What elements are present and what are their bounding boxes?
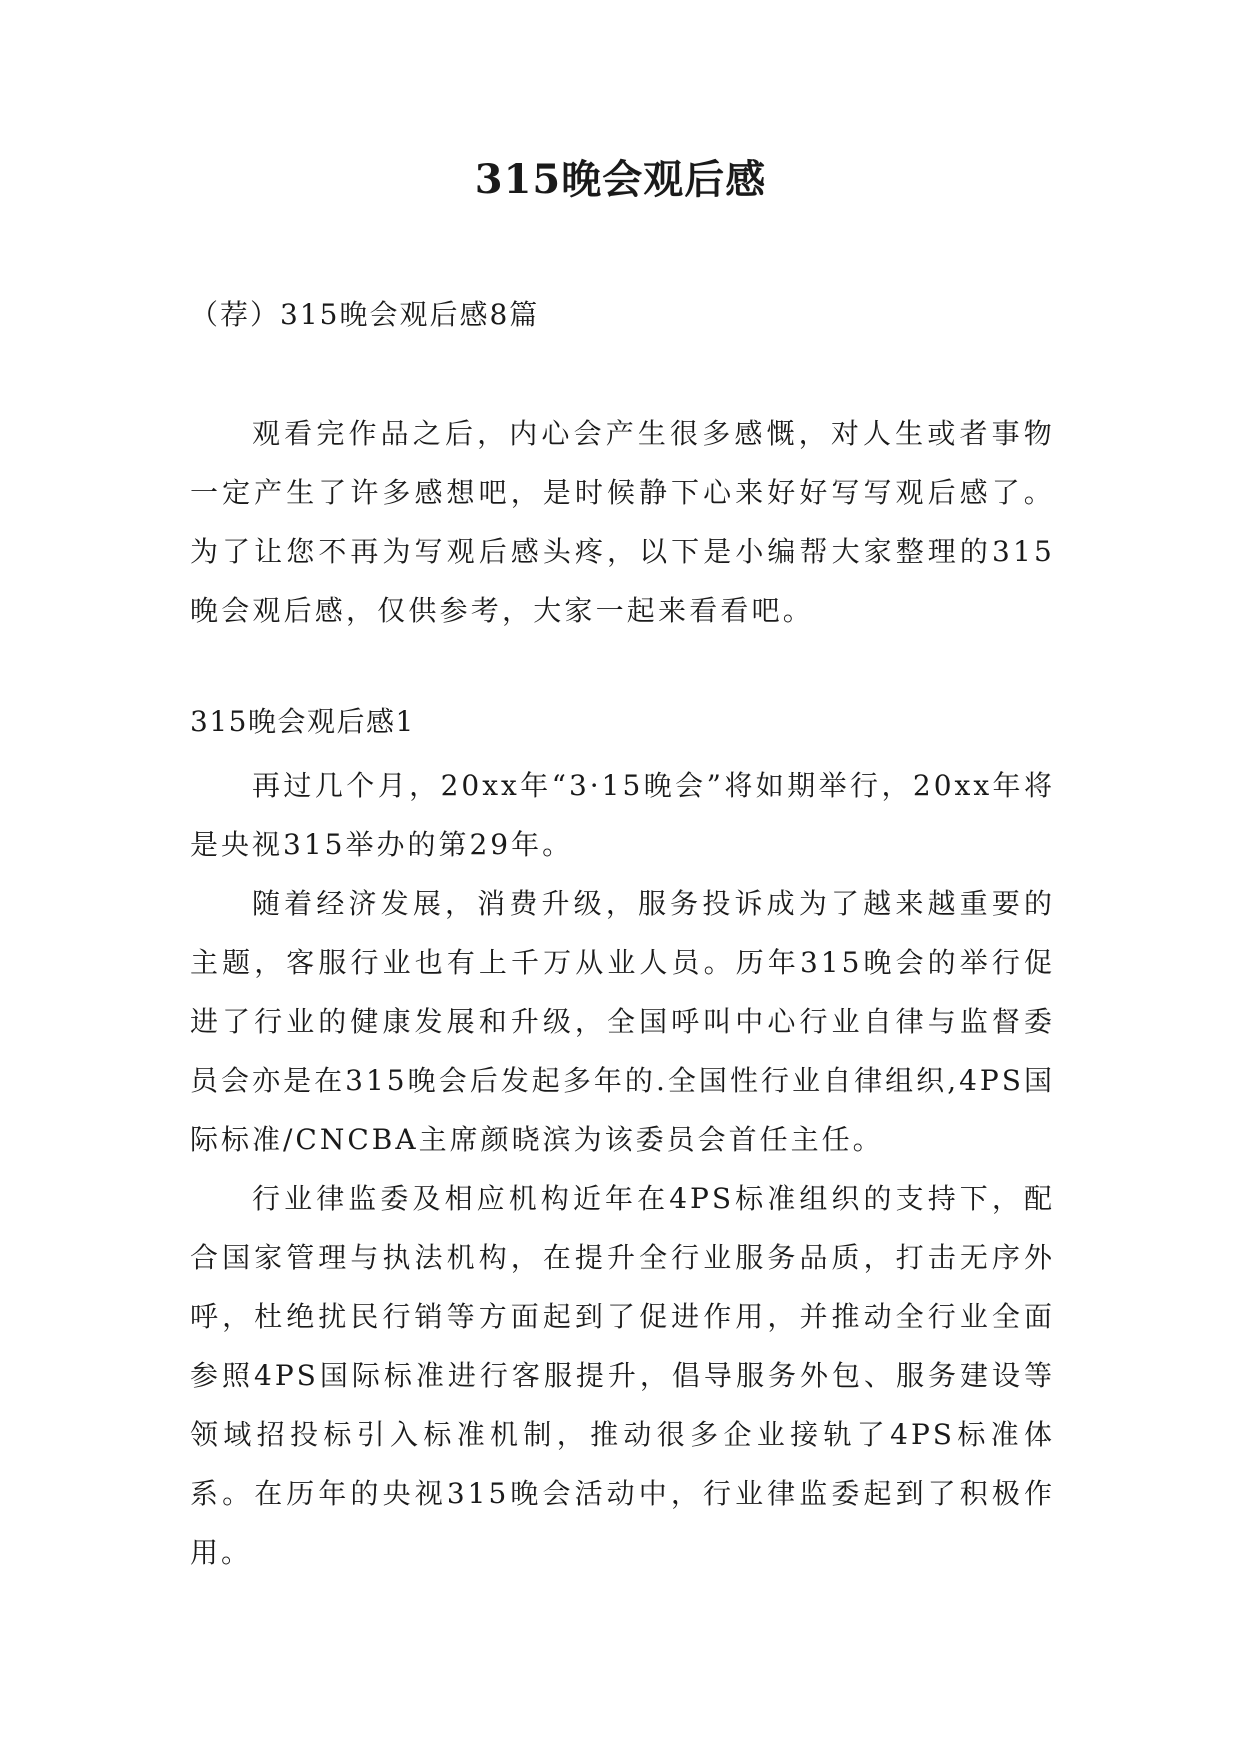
body-paragraph: 再过几个月，20xx年“3·15晚会”将如期举行，20xx年将是央视315举办的第29年。 [190, 769, 1055, 861]
section-body [190, 756, 1055, 1582]
body-paragraph: 随着经济发展，消费升级，服务投诉成为了越来越重要的主题，客服行业也有上千万从业人员。历年315晚会的举行促进了行业的健康发展和升级，全国呼叫中心行业自律与监督委员会亦是在315晚会后发起多年的.全国性行业自律组织,4PS国际标准/CNCBA主席颜晓滨为该委员会首任主任。 [190, 887, 1055, 1156]
document-title: 315晚会观后感 [474, 156, 767, 203]
intro-paragraph: 观看完作品之后，内心会产生很多感慨，对人生或者事物一定产生了许多感想吧，是时候静下心来好好写写观后感了。为了让您不再为写观后感头疼，以下是小编帮大家整理的315晚会观后感，仅供参考，大家一起来看看吧。 [190, 417, 1055, 627]
document-subtitle: （荐）315晚会观后感8篇 [190, 298, 540, 331]
body-paragraph: 行业律监委及相应机构近年在4PS标准组织的支持下，配合国家管理与执法机构，在提升全行业服务品质，打击无序外呼，杜绝扰民行销等方面起到了促进作用，并推动全行业全面参照4PS国际标准进行客服提升，倡导服务外包、服务建设等领域招投标引入标准机制，推动很多企业接轨了4PS标准体系。在历年的央视315晚会活动中，行业律监委起到了积极作用。 [190, 1182, 1055, 1569]
section-heading: 315晚会观后感1 [190, 705, 415, 738]
